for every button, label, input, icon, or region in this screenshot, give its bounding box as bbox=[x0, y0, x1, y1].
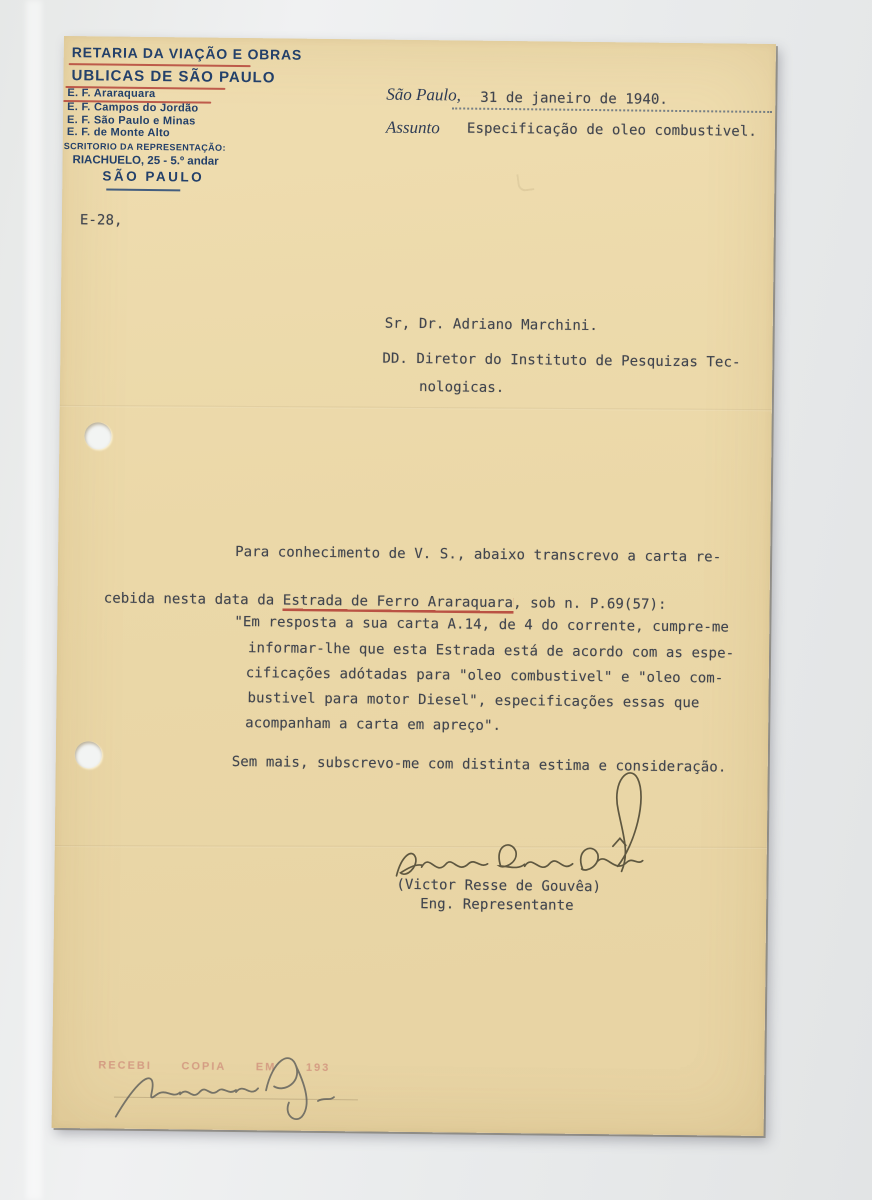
railway-name-underlined: Estrada de Ferro Araraquara bbox=[282, 592, 514, 612]
scanner-light-streak bbox=[26, 0, 42, 1200]
letterhead-line2: UBLICAS DE SÃO PAULO bbox=[71, 67, 276, 87]
quote-line-3: cificações adótadas para "oleo combustivel" e "oleo com- bbox=[245, 665, 724, 687]
pencil-signature bbox=[108, 1037, 374, 1140]
dateline-typed-date: 31 de janeiro de 1940. bbox=[480, 89, 669, 108]
punch-hole-top bbox=[84, 422, 111, 449]
body-line-2-suffix: , sob n. P.69(57): bbox=[513, 595, 667, 613]
impression-mark bbox=[516, 172, 534, 192]
punch-hole-bottom bbox=[75, 741, 102, 768]
office-city-underline bbox=[106, 188, 180, 190]
letter-page bbox=[52, 36, 776, 1136]
stamp-word-copia: COPIA bbox=[181, 1060, 227, 1073]
reference-number: E-28, bbox=[79, 212, 123, 229]
signature-typed-name: (Victor Resse de Gouvêa) bbox=[396, 876, 602, 896]
subject-label: Assunto bbox=[385, 117, 440, 138]
quote-line-1: "Em resposta a sua carta A.14, de 4 do corrente, cumpre-me bbox=[234, 613, 730, 636]
railway-sp-minas: E. F. São Paulo e Minas bbox=[66, 113, 196, 127]
railway-monte-alto: E. F. de Monte Alto bbox=[66, 126, 171, 140]
office-city: SÃO PAULO bbox=[102, 168, 205, 185]
addressee-title: DD. Diretor do Instituto de Pesquizas Tec- bbox=[382, 350, 741, 371]
body-line-1: Para conhecimento de V. S., abaixo transcrevo a carta re- bbox=[235, 543, 722, 566]
addressee-name: Sr, Dr. Adriano Marchini. bbox=[384, 315, 599, 335]
letterhead-line1: RETARIA DA VIAÇÃO E OBRAS bbox=[71, 44, 303, 63]
railway-campos-jordao: E. F. Campos do Jordão bbox=[67, 101, 199, 115]
subject-text: Especificação de oleo combustivel. bbox=[466, 120, 758, 140]
stamp-word-em: EM bbox=[255, 1061, 277, 1074]
dateline-place-label: São Paulo, bbox=[386, 84, 462, 105]
office-label: SCRITORIO DA REPRESENTAÇÃO: bbox=[63, 141, 226, 153]
quote-line-5: acompanham a carta em apreço". bbox=[245, 715, 502, 735]
addressee-title2: nologicas. bbox=[418, 379, 505, 397]
office-address: RIACHUELO, 25 - 5.º andar bbox=[72, 154, 219, 168]
railway-araraquara: E. F. Araraquara bbox=[67, 87, 156, 101]
stamp-word-recebi: RECEBI bbox=[98, 1059, 152, 1073]
quote-line-2: informar-lhe que esta Estrada está de acordo com as espe- bbox=[247, 640, 735, 662]
stamp-year: 193 bbox=[305, 1061, 331, 1075]
signature-typed-title: Eng. Representante bbox=[420, 896, 574, 914]
body-line-2-prefix: cebida nesta data da bbox=[103, 590, 283, 609]
closing-line: Sem mais, subscrevo-me com distinta estima e consideração. bbox=[231, 753, 727, 776]
fold-crease-upper bbox=[60, 405, 772, 411]
quote-line-4: bustivel para motor Diesel", especificações essas que bbox=[247, 690, 700, 712]
